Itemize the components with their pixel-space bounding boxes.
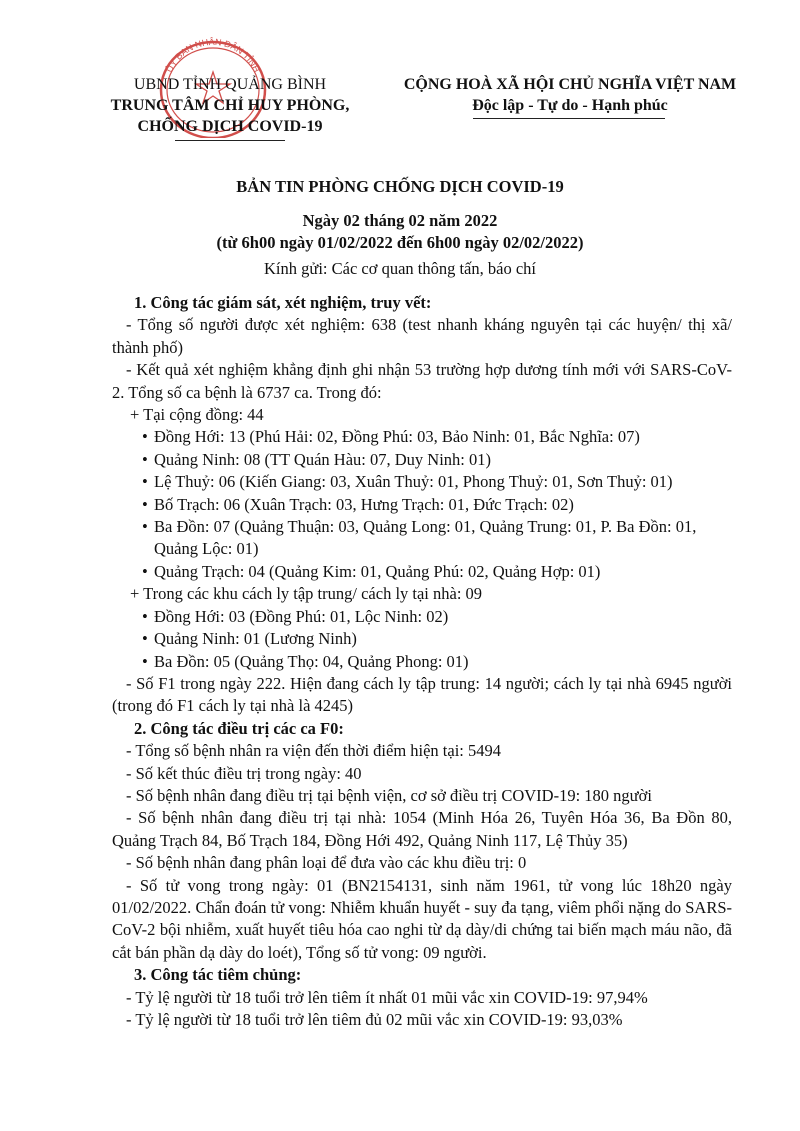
vaccination-item: - Tỷ lệ người từ 18 tuổi trở lên tiêm ít nhất 01 mũi vắc xin COVID-19: 97,94% (126, 987, 648, 1007)
nation-name: CỘNG HOÀ XÃ HỘI CHỦ NGHĨA VIỆT NAM (403, 76, 737, 93)
community-cases-heading: + Tại cộng đồng: 44 (130, 405, 264, 425)
motto-underline (473, 118, 665, 119)
treatment-item: - Số bệnh nhân đang điều trị tại bệnh viện, cơ sở điều trị COVID-19: 180 người (126, 785, 652, 805)
f1-contacts: - Số F1 trong ngày 222. Hiện đang cách ly tập trung: 14 người; cách ly tại nhà 6945 người (trong đó F1 cách ly tại nhà là 4245) (112, 673, 732, 716)
section-1-heading: 1. Công tác giám sát, xét nghiệm, truy vết: (134, 293, 432, 312)
treatment-item: - Tổng số bệnh nhân ra viện đến thời điểm hiện tại: 5494 (126, 741, 502, 761)
list-item: • Bố Trạch: 06 (Xuân Trạch: 03, Hưng Trạch: 01, Đức Trạch: 02) (124, 494, 732, 516)
treatment-item: - Số bệnh nhân đang phân loại để đưa vào các khu điều trị: 0 (126, 853, 527, 873)
agency-name-line1: TRUNG TÂM CHỈ HUY PHÒNG, (110, 97, 350, 114)
report-period: (từ 6h00 ngày 01/02/2022 đến 6h00 ngày 02/02/2022) (216, 233, 584, 252)
list-item: • Ba Đồn: 07 (Quảng Thuận: 03, Quảng Long: 01, Quảng Trung: 01, P. Ba Đồn: 01, Quảng Lộc: 01) (124, 516, 732, 561)
section-2-heading: 2. Công tác điều trị các ca F0: (134, 718, 344, 738)
treatment-item: - Số tử vong trong ngày: 01 (BN2154131, sinh năm 1961, tử vong lúc 18h20 ngày 01/02/2022. Chẩn đoán tử vong: Nhiễm khuẩn huyết - suy đa tạng, viêm phổi nặng do SARS-CoV-2 bội nhiễm, xuất huyết tiêu hóa cao nghi từ dạ dày/di chứng tai biến mạch máu não, đã cắt bán phần dạ dày do loét), Tổng số tử vong: 09 người. (112, 875, 732, 962)
list-item: • Ba Đồn: 05 (Quảng Thọ: 04, Quảng Phong: 01) (124, 651, 732, 673)
list-item: • Đồng Hới: 13 (Phú Hải: 02, Đồng Phú: 03, Bảo Ninh: 01, Bắc Nghĩa: 07) (124, 426, 732, 448)
report-date: Ngày 02 tháng 02 năm 2022 (302, 211, 498, 230)
list-item: • Quảng Ninh: 01 (Lương Ninh) (124, 628, 732, 650)
national-header (380, 74, 760, 116)
quarantine-cases-heading: + Trong các khu cách ly tập trung/ cách ly tại nhà: 09 (130, 584, 483, 604)
svg-text:ỦY BAN NHÂN DÂN TỈNH: ỦY BAN NHÂN DÂN TỈNH (164, 36, 262, 74)
treatment-item: - Số bệnh nhân đang điều trị tại nhà: 1054 (Minh Hóa 26, Tuyên Hóa 36, Ba Đồn 80, Quảng Trạch 84, Bố Trạch 184, Đồng Hới 492, Quảng Ninh 117, Lệ Thủy 35) (112, 808, 732, 850)
list-item: • Lệ Thuỷ: 06 (Kiến Giang: 03, Xuân Thuỷ: 01, Phong Thuỷ: 01, Sơn Thuỷ: 01) (124, 471, 732, 493)
agency-name-line2: CHỐNG DỊCH COVID-19 (137, 118, 323, 135)
list-item: • Quảng Ninh: 08 (TT Quán Hàu: 07, Duy Ninh: 01) (124, 449, 732, 471)
document-title: BẢN TIN PHÒNG CHỐNG DỊCH COVID-19 (236, 177, 564, 196)
treatment-item: - Số kết thúc điều trị trong ngày: 40 (126, 763, 362, 783)
document-body (112, 292, 732, 1031)
list-item: • Đồng Hới: 03 (Đồng Phú: 01, Lộc Ninh: 02) (124, 606, 732, 628)
agency-underline (175, 140, 285, 141)
list-item: • Quảng Trạch: 04 (Quảng Kim: 01, Quảng Phú: 02, Quảng Hợp: 01) (124, 561, 732, 583)
vaccination-item: - Tỷ lệ người từ 18 tuổi trở lên tiêm đủ 02 mũi vắc xin COVID-19: 93,03% (126, 1010, 623, 1029)
agency-province: UBND TỈNH QUẢNG BÌNH (133, 76, 327, 93)
national-motto: Độc lập - Tự do - Hạnh phúc (472, 97, 668, 114)
issuing-agency (80, 74, 380, 137)
confirmed-cases: - Kết quả xét nghiệm khẳng định ghi nhận 53 trường hợp dương tính mới với SARS-CoV-2. Tổng số ca bệnh là 6737 ca. Trong đó: (112, 360, 732, 402)
tested-count: - Tổng số người được xét nghiệm: 638 (test nhanh kháng nguyên tại các huyện/ thị xã/ thành phố) (112, 315, 732, 357)
section-3-heading: 3. Công tác tiêm chủng: (134, 965, 302, 985)
recipient-line: Kính gửi: Các cơ quan thông tấn, báo chí (264, 259, 536, 278)
